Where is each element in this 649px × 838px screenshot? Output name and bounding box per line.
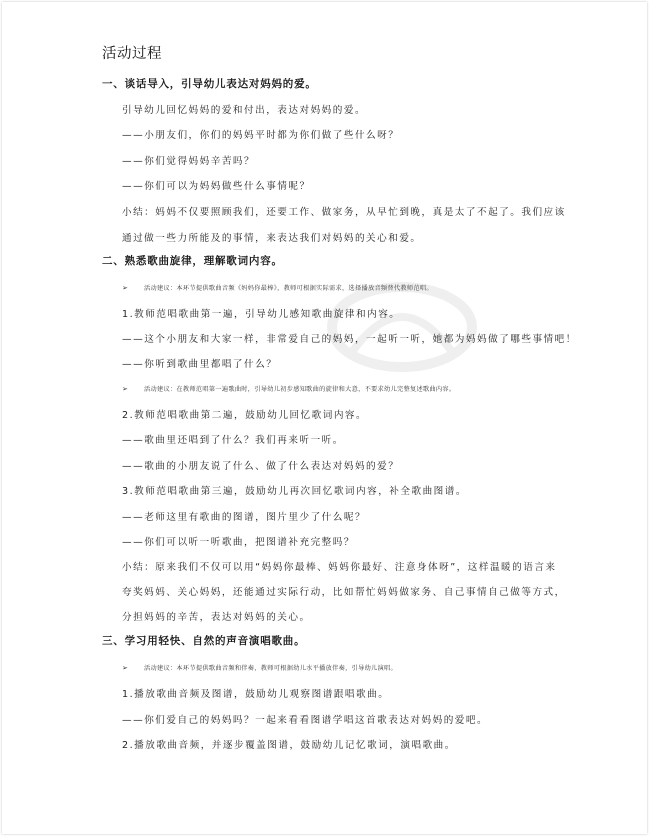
activity-tip	[122, 283, 433, 292]
paragraph-line: ——歌曲里还唱到了什么？我们再来听一听。	[122, 435, 344, 446]
summary-line: 分担妈妈的辛苦，表达对妈妈的关心。	[122, 612, 311, 623]
summary-line: 通过做一些力所能及的事情，来表达我们对妈妈的关心和爱。	[122, 233, 422, 244]
paragraph-line: 1.教师范唱歌曲第一遍，引导幼儿感知歌曲旋律和内容。	[122, 309, 401, 320]
paragraph-line: 2.教师范唱歌曲第二遍，鼓励幼儿回忆歌词内容。	[122, 410, 368, 421]
section-heading-2: 二、熟悉歌曲旋律，理解歌词内容。	[102, 255, 283, 267]
paragraph-line: 1.播放歌曲音频及图谱，鼓励幼儿观察图谱跟唱歌曲。	[122, 689, 390, 700]
paragraph-line: ——老师这里有歌曲的图谱，图片里少了什么呢？	[122, 512, 367, 523]
section-heading-3: 三、学习用轻快、自然的声音演唱歌曲。	[102, 635, 306, 647]
section-heading-1: 一、谈话导入，引导幼儿表达对妈妈的爱。	[102, 78, 317, 90]
paragraph-line: ——你们可以为妈妈做些什么事情呢？	[122, 181, 311, 192]
paragraph-line: ——你听到歌曲里都唱了什么？	[122, 359, 278, 370]
paragraph-line: ——这个小朋友和大家一样，非常爱自己的妈妈，一起听一听，她都为妈妈做了哪些事情吧！	[122, 334, 577, 345]
activity-tip	[122, 663, 397, 672]
paragraph-line: 3.教师范唱歌曲第三遍，鼓励幼儿再次回忆歌词内容，补全歌曲图谱。	[122, 486, 467, 497]
arrow-bullet-icon: ➢	[122, 284, 129, 292]
tip-text: 活动建议：本环节提供歌曲音频和伴奏，教师可根据幼儿水平播放伴奏，引导幼儿演唱。	[144, 665, 398, 672]
paragraph-line: ——你们爱自己的妈妈吗？一起来看看图谱学唱这首歌表达对妈妈的爱吧。	[122, 715, 489, 726]
paragraph-line: ——你们可以听一听歌曲，把图谱补充完整吗？	[122, 537, 355, 548]
summary-line: 小结：妈妈不仅要照顾我们，还要工作、做家务，从早忙到晚，真是太了不起了。我们应该	[122, 207, 566, 218]
paragraph-line: 引导幼儿回忆妈妈的爱和付出，表达对妈妈的爱。	[122, 105, 367, 116]
paragraph-line: ——歌曲的小朋友说了什么、做了什么表达对妈妈的爱？	[122, 461, 400, 472]
summary-line: 小结：原来我们不仅可以用“妈妈你最棒、妈妈你最好、注意身体呀”，这样温暖的语言来	[122, 562, 557, 573]
paragraph-line: ——你们觉得妈妈辛苦吗？	[122, 156, 256, 167]
summary-line: 夸奖妈妈、关心妈妈，还能通过实际行动，比如帮忙妈妈做家务、自己事情自己做等方式，	[122, 587, 566, 598]
activity-tip	[122, 384, 455, 393]
paragraph-line: 2.播放歌曲音频，并逐步覆盖图谱，鼓励幼儿记忆歌词，演唱歌曲。	[122, 740, 456, 751]
document-page	[2, 2, 647, 834]
tip-text: 活动建议：本环节提供歌曲音频《妈妈你最棒》，教师可根据实际需求，选择播放音频替代教师范唱。	[144, 285, 433, 292]
tip-text: 活动建议：在教师范唱第一遍歌曲时，引导幼儿初步感知歌曲的旋律和大意，不要求幼儿完整复述歌曲内容。	[144, 386, 456, 393]
paragraph-line: ——小朋友们，你们的妈妈平时都为你们做了些什么呀？	[122, 130, 400, 141]
arrow-bullet-icon: ➢	[122, 664, 129, 672]
arrow-bullet-icon: ➢	[122, 385, 129, 393]
page-title: 活动过程	[102, 46, 162, 62]
